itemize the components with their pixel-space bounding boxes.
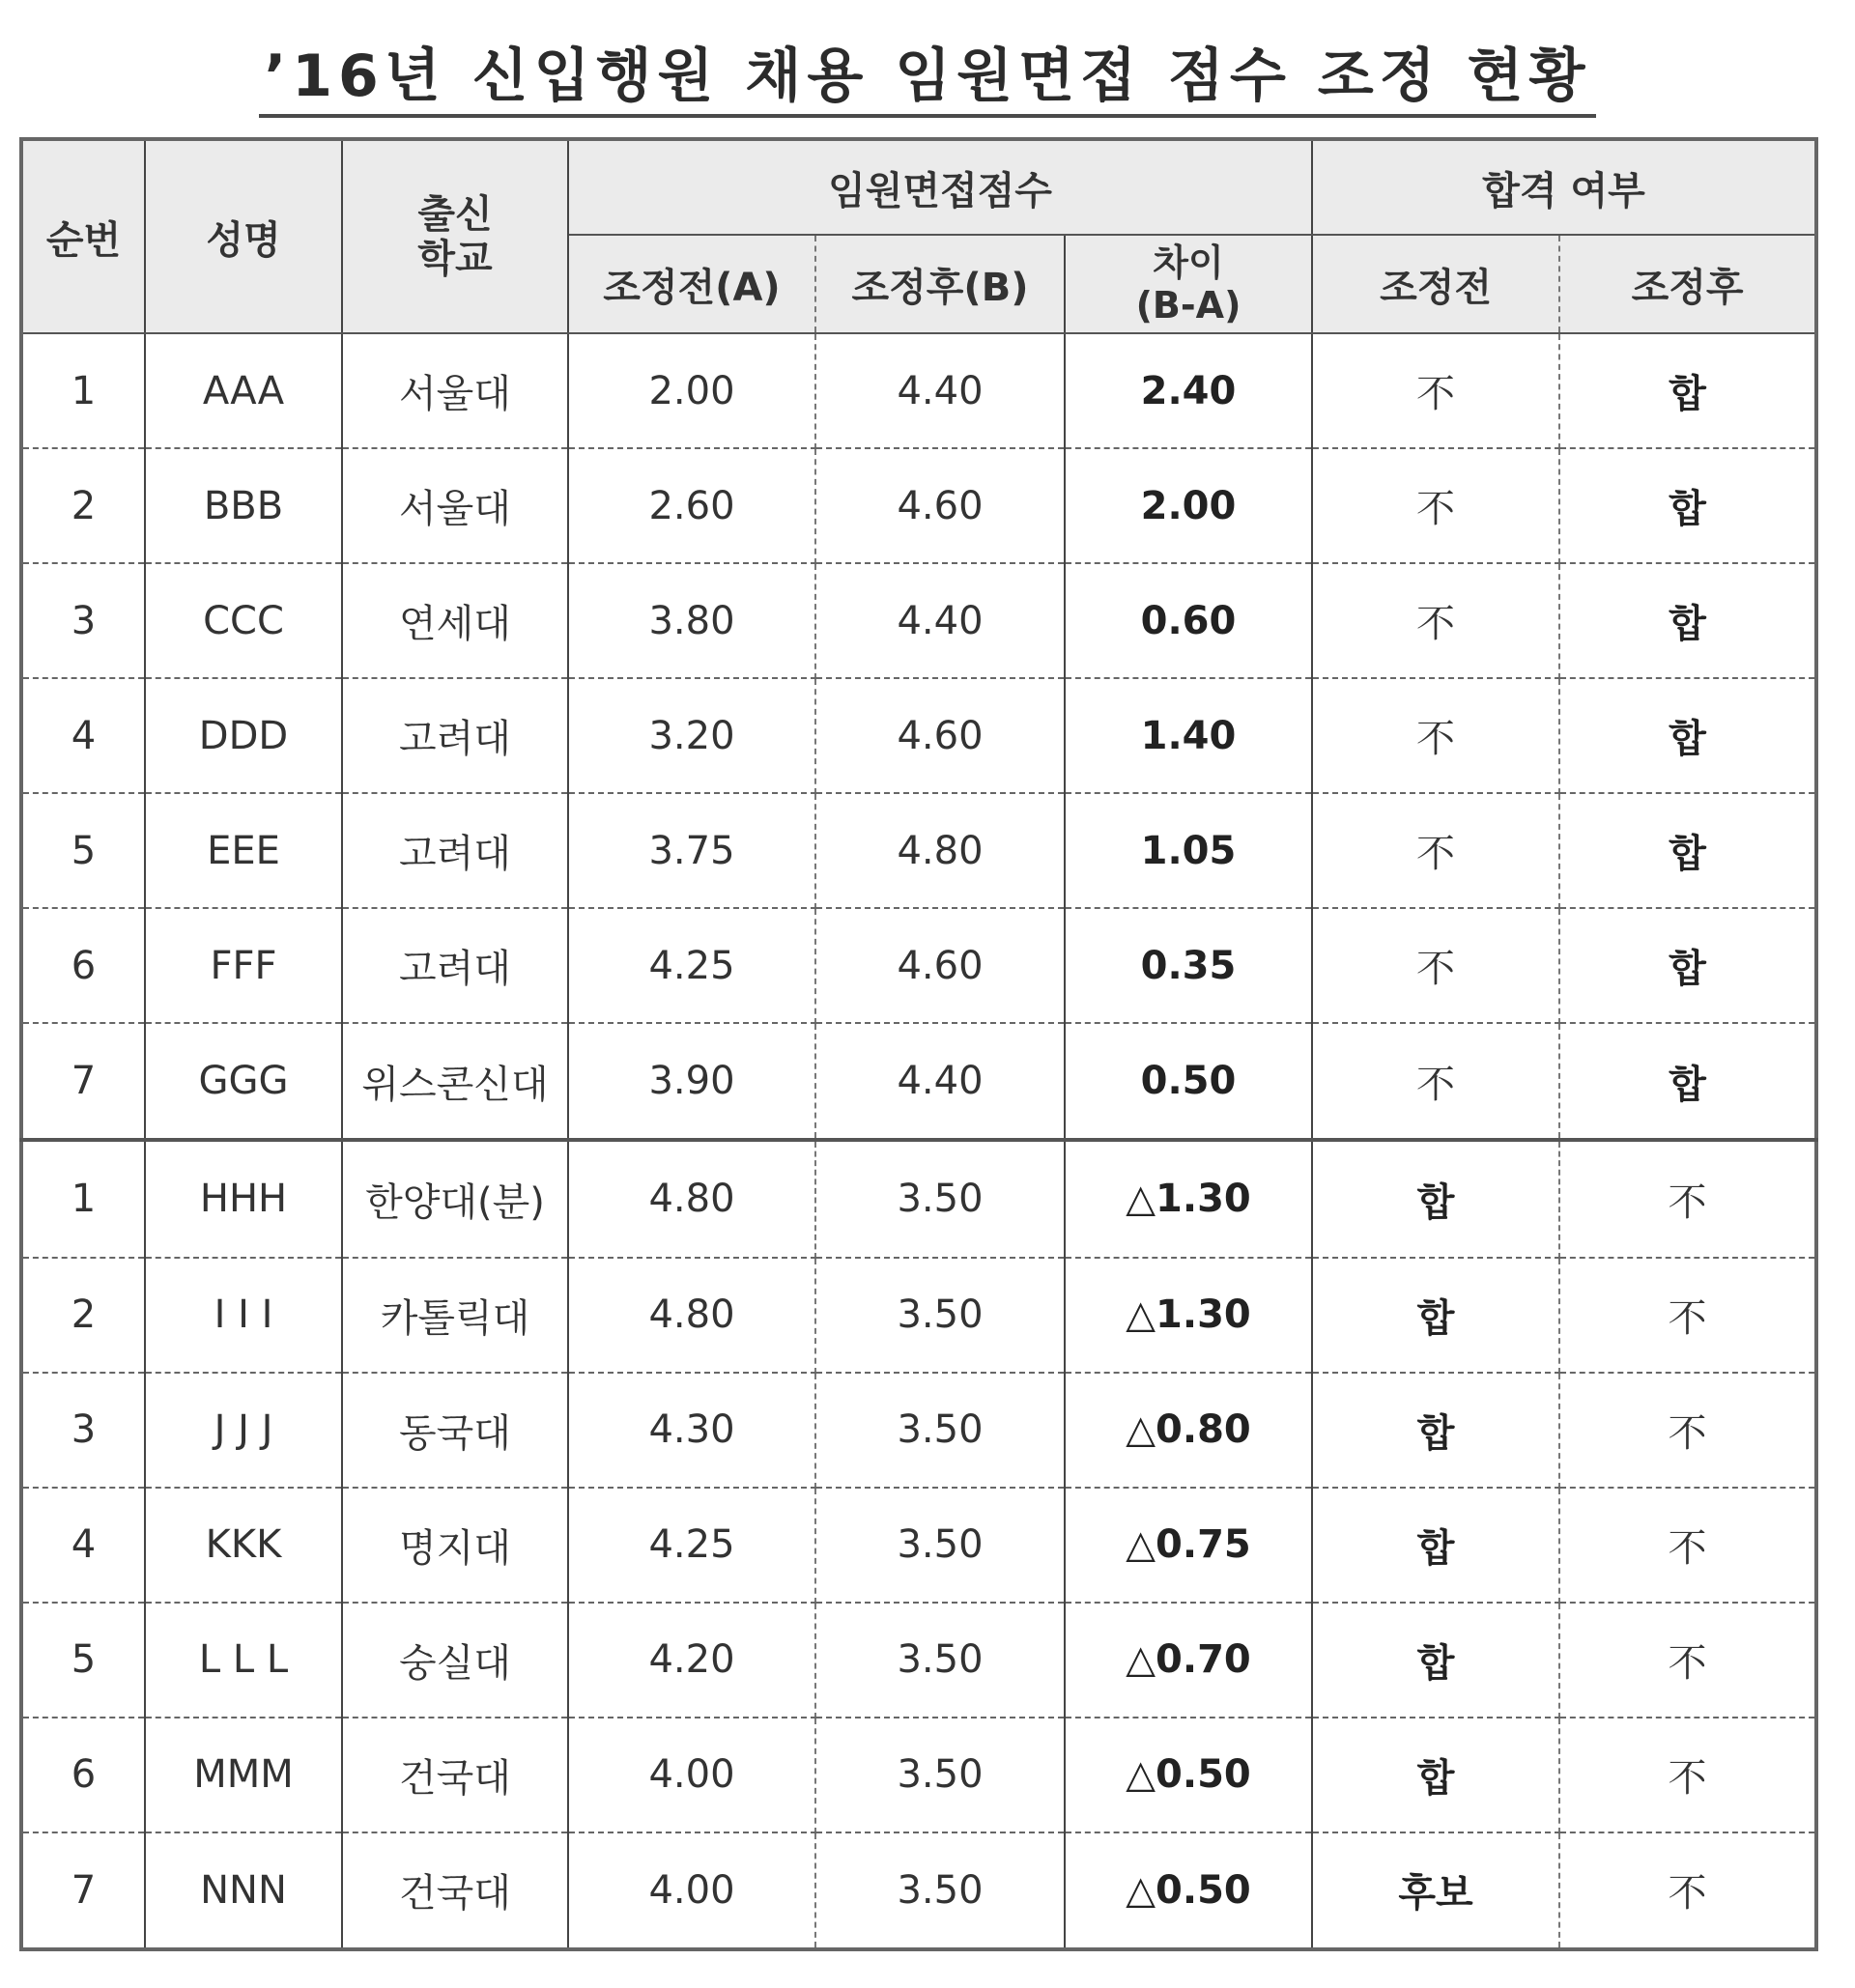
cell-score-diff: 2.40 (1065, 333, 1312, 448)
header-school: 출신 학교 (342, 139, 568, 333)
cell-score-after: 3.50 (815, 1832, 1065, 1949)
cell-name: L L L (145, 1603, 342, 1718)
table-row (21, 563, 1816, 678)
cell-score-before: 4.00 (568, 1718, 815, 1832)
score-adjustment-table (19, 137, 1818, 1951)
cell-school: 고려대 (342, 678, 568, 793)
cell-pass-after: 不 (1559, 1603, 1816, 1718)
cell-no: 3 (21, 563, 145, 678)
cell-school: 카톨릭대 (342, 1258, 568, 1373)
cell-no: 3 (21, 1373, 145, 1488)
cell-school: 서울대 (342, 333, 568, 448)
cell-pass-after: 不 (1559, 1373, 1816, 1488)
document-title-container (0, 43, 1855, 118)
cell-score-before: 4.25 (568, 1488, 815, 1603)
cell-score-before: 4.25 (568, 908, 815, 1023)
cell-name: AAA (145, 333, 342, 448)
header-score-group: 임원면접점수 (568, 139, 1312, 235)
document-title: ’16년 신입행원 채용 임원면접 점수 조정 현황 (259, 43, 1597, 118)
cell-score-diff: △1.30 (1065, 1140, 1312, 1257)
cell-no: 4 (21, 678, 145, 793)
cell-name: NNN (145, 1832, 342, 1949)
cell-pass-before: 합 (1312, 1718, 1559, 1832)
cell-name: J J J (145, 1373, 342, 1488)
cell-pass-before: 합 (1312, 1603, 1559, 1718)
header-score-diff: 차이 (B-A) (1065, 235, 1312, 333)
cell-name: MMM (145, 1718, 342, 1832)
cell-score-after: 4.40 (815, 563, 1065, 678)
cell-score-after: 4.40 (815, 333, 1065, 448)
cell-score-after: 4.60 (815, 448, 1065, 563)
cell-school: 서울대 (342, 448, 568, 563)
cell-score-after: 4.60 (815, 908, 1065, 1023)
cell-name: CCC (145, 563, 342, 678)
cell-school: 연세대 (342, 563, 568, 678)
cell-school: 고려대 (342, 793, 568, 908)
table-body (21, 333, 1816, 1949)
cell-score-before: 3.80 (568, 563, 815, 678)
table-row (21, 1258, 1816, 1373)
header-pass-before: 조정전 (1312, 235, 1559, 333)
cell-pass-before: 不 (1312, 333, 1559, 448)
cell-no: 7 (21, 1023, 145, 1140)
cell-pass-after: 합 (1559, 563, 1816, 678)
cell-score-after: 3.50 (815, 1488, 1065, 1603)
cell-no: 1 (21, 1140, 145, 1257)
table-row (21, 678, 1816, 793)
cell-no: 6 (21, 1718, 145, 1832)
cell-score-diff: 1.05 (1065, 793, 1312, 908)
cell-no: 7 (21, 1832, 145, 1949)
cell-school: 건국대 (342, 1832, 568, 1949)
cell-school: 건국대 (342, 1718, 568, 1832)
cell-name: BBB (145, 448, 342, 563)
cell-score-diff: △0.80 (1065, 1373, 1312, 1488)
table-row (21, 1373, 1816, 1488)
cell-pass-after: 不 (1559, 1140, 1816, 1257)
cell-score-before: 4.30 (568, 1373, 815, 1488)
header-pass-group: 합격 여부 (1312, 139, 1816, 235)
cell-pass-before: 합 (1312, 1258, 1559, 1373)
cell-pass-after: 不 (1559, 1718, 1816, 1832)
cell-no: 4 (21, 1488, 145, 1603)
cell-name: EEE (145, 793, 342, 908)
cell-pass-after: 不 (1559, 1488, 1816, 1603)
cell-score-before: 2.60 (568, 448, 815, 563)
cell-score-diff: 0.60 (1065, 563, 1312, 678)
cell-score-before: 4.80 (568, 1258, 815, 1373)
cell-name: I I I (145, 1258, 342, 1373)
cell-score-before: 2.00 (568, 333, 815, 448)
cell-pass-before: 不 (1312, 563, 1559, 678)
cell-pass-after: 합 (1559, 678, 1816, 793)
cell-pass-before: 不 (1312, 678, 1559, 793)
cell-score-diff: △1.30 (1065, 1258, 1312, 1373)
cell-score-diff: 2.00 (1065, 448, 1312, 563)
cell-pass-before: 不 (1312, 1023, 1559, 1140)
table-row (21, 793, 1816, 908)
cell-no: 2 (21, 448, 145, 563)
cell-score-diff: △0.75 (1065, 1488, 1312, 1603)
header-name: 성명 (145, 139, 342, 333)
cell-pass-before: 후보 (1312, 1832, 1559, 1949)
cell-no: 6 (21, 908, 145, 1023)
cell-school: 위스콘신대 (342, 1023, 568, 1140)
cell-school: 동국대 (342, 1373, 568, 1488)
table-row (21, 1832, 1816, 1949)
header-pass-after: 조정후 (1559, 235, 1816, 333)
table-row (21, 1718, 1816, 1832)
cell-score-diff: 1.40 (1065, 678, 1312, 793)
table-row (21, 908, 1816, 1023)
cell-pass-after: 不 (1559, 1258, 1816, 1373)
cell-score-after: 3.50 (815, 1603, 1065, 1718)
cell-score-before: 3.20 (568, 678, 815, 793)
cell-pass-before: 합 (1312, 1140, 1559, 1257)
cell-score-after: 3.50 (815, 1718, 1065, 1832)
table-row (21, 1140, 1816, 1257)
cell-score-diff: △0.50 (1065, 1832, 1312, 1949)
cell-score-after: 4.40 (815, 1023, 1065, 1140)
cell-score-before: 3.75 (568, 793, 815, 908)
cell-name: KKK (145, 1488, 342, 1603)
table-row (21, 333, 1816, 448)
cell-pass-after: 不 (1559, 1832, 1816, 1949)
cell-pass-after: 합 (1559, 333, 1816, 448)
cell-school: 한양대(분) (342, 1140, 568, 1257)
cell-pass-before: 不 (1312, 448, 1559, 563)
header-no: 순번 (21, 139, 145, 333)
cell-score-after: 3.50 (815, 1140, 1065, 1257)
cell-score-diff: △0.50 (1065, 1718, 1312, 1832)
cell-score-after: 3.50 (815, 1258, 1065, 1373)
cell-score-before: 4.20 (568, 1603, 815, 1718)
cell-pass-after: 합 (1559, 793, 1816, 908)
cell-school: 명지대 (342, 1488, 568, 1603)
table-row (21, 1023, 1816, 1140)
table-row (21, 448, 1816, 563)
cell-pass-before: 합 (1312, 1373, 1559, 1488)
cell-school: 숭실대 (342, 1603, 568, 1718)
cell-score-after: 3.50 (815, 1373, 1065, 1488)
table-row (21, 1488, 1816, 1603)
cell-school: 고려대 (342, 908, 568, 1023)
cell-name: FFF (145, 908, 342, 1023)
cell-score-before: 4.00 (568, 1832, 815, 1949)
cell-name: DDD (145, 678, 342, 793)
cell-score-diff: 0.50 (1065, 1023, 1312, 1140)
cell-score-after: 4.60 (815, 678, 1065, 793)
header-score-before: 조정전(A) (568, 235, 815, 333)
cell-score-diff: △0.70 (1065, 1603, 1312, 1718)
cell-name: GGG (145, 1023, 342, 1140)
cell-pass-before: 不 (1312, 793, 1559, 908)
header-score-after: 조정후(B) (815, 235, 1065, 333)
cell-pass-after: 합 (1559, 1023, 1816, 1140)
cell-score-before: 3.90 (568, 1023, 815, 1140)
cell-score-after: 4.80 (815, 793, 1065, 908)
cell-pass-after: 합 (1559, 908, 1816, 1023)
cell-score-before: 4.80 (568, 1140, 815, 1257)
cell-no: 5 (21, 1603, 145, 1718)
cell-pass-before: 不 (1312, 908, 1559, 1023)
cell-pass-before: 합 (1312, 1488, 1559, 1603)
cell-score-diff: 0.35 (1065, 908, 1312, 1023)
cell-name: HHH (145, 1140, 342, 1257)
cell-pass-after: 합 (1559, 448, 1816, 563)
table-row (21, 1603, 1816, 1718)
cell-no: 1 (21, 333, 145, 448)
cell-no: 5 (21, 793, 145, 908)
cell-no: 2 (21, 1258, 145, 1373)
